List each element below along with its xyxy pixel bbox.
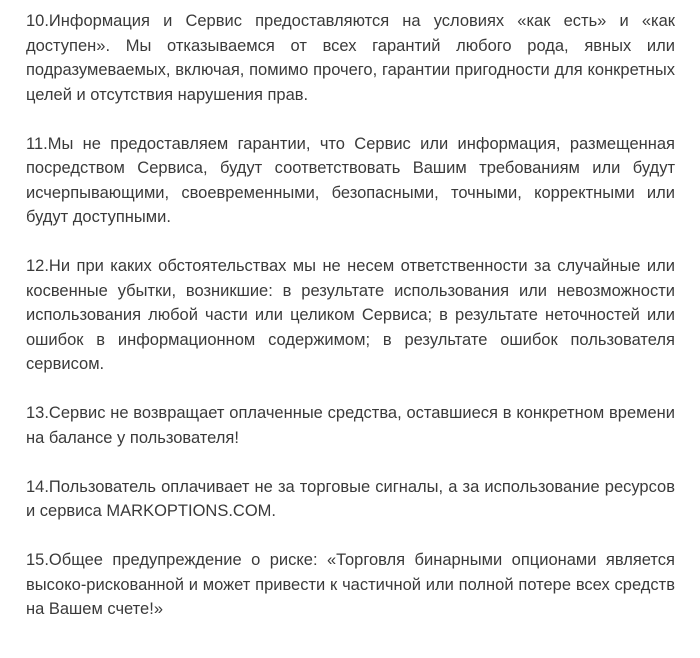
paragraph-13: 13.Сервис не возвращает оплаченные средства, оставшиеся в конкретном времени на балансе у пользователя! (26, 404, 675, 447)
paragraph-10: 10.Информация и Сервис предоставляются на условиях «как есть» и «как доступен». Мы отказываемся от всех гарантий любого рода, явных или подразумеваемых, включая, помимо прочего, гарантии пригодности для конкретных целей и отсутствия нарушения прав. (26, 12, 675, 104)
paragraph-14: 14.Пользователь оплачивает не за торговые сигналы, а за использование ресурсов и сервиса MARKOPTIONS.COM. (26, 477, 675, 520)
paragraph-11: 11.Мы не предоставляем гарантии, что Сервис или информация, размещенная посредством Сервиса, будут соответствовать Вашим требованиям или будут исчерпывающими, своевременными, безопасными, точными, корректными или будут доступными. (26, 134, 675, 226)
paragraph-15: 15.Общее предупреждение о риске: «Торговля бинарными опционами является высоко-рискованной и может привести к частичной или полной потере всех средств на Вашем счете!» (26, 551, 675, 618)
terms-document (26, 9, 675, 622)
paragraph-12: 12.Ни при каких обстоятельствах мы не несем ответственности за случайные или косвенные убытки, возникшие: в результате использования или невозможности использования любой части или целиком Сервиса; в результате неточностей или ошибок в информационном содержимом; в результате ошибок пользователя сервисом. (26, 257, 675, 373)
